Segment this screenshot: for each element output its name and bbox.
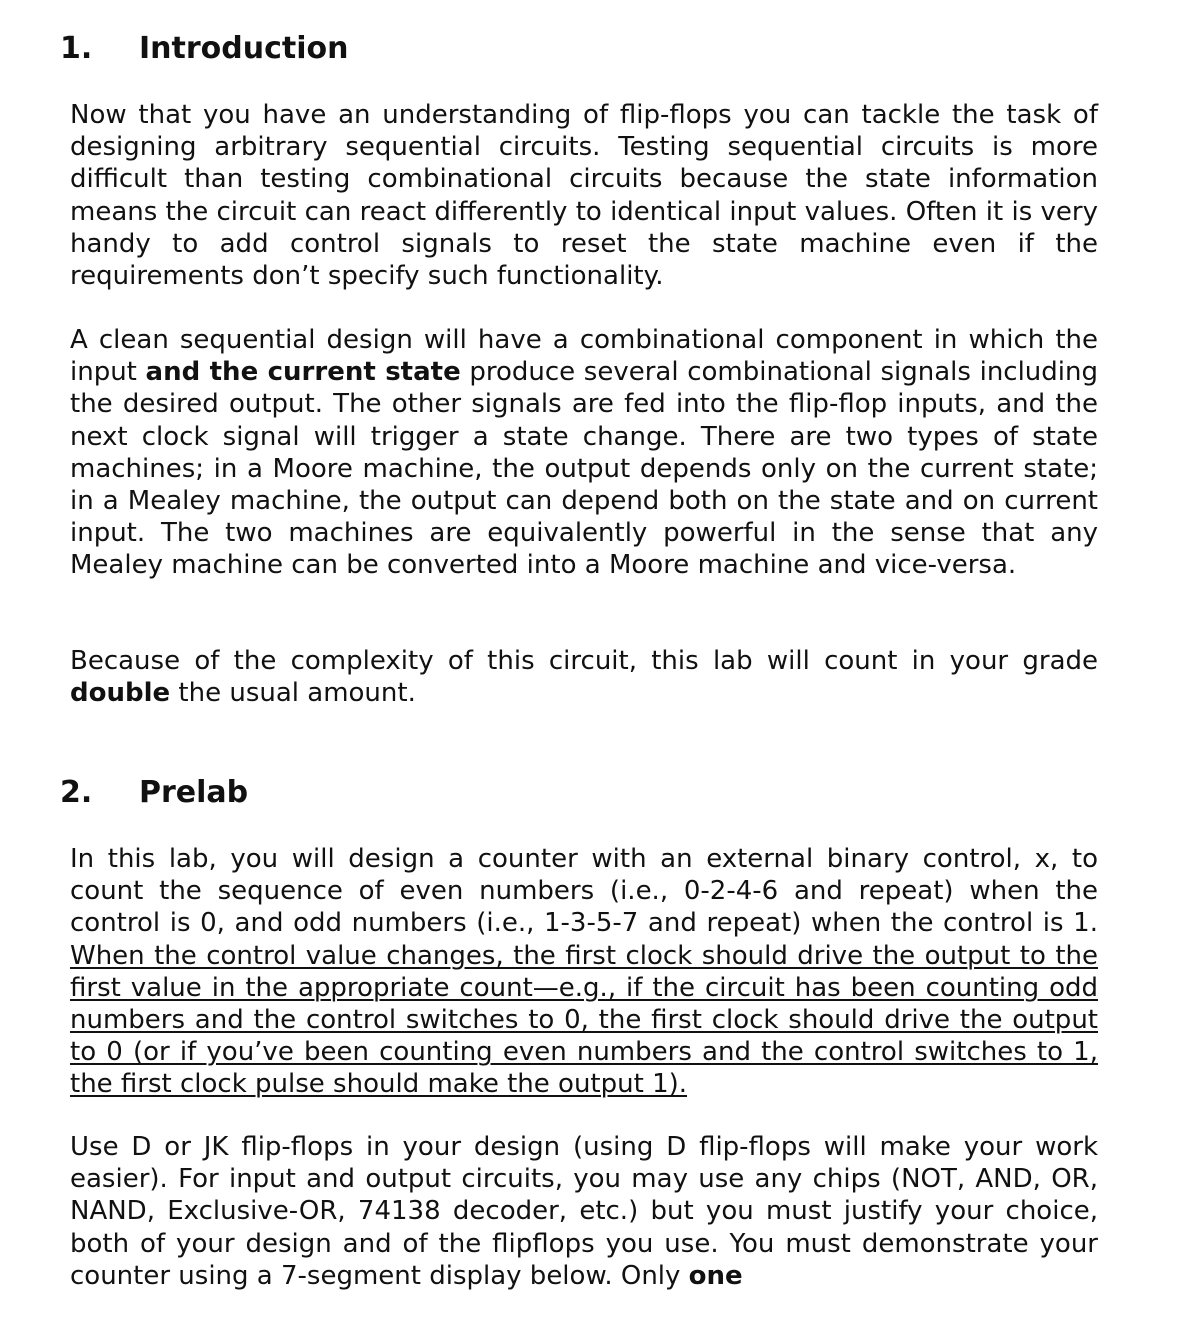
- paragraph-prelab-1: [70, 843, 1098, 1101]
- bold-text: double: [70, 678, 171, 709]
- section-heading-prelab: [60, 775, 248, 811]
- paragraph-intro-2: [70, 324, 1098, 582]
- paragraph-intro-1: [70, 99, 1098, 292]
- paragraph-text: Use D or JK flip-flops in your design (using D flip-flops will make your work easier). For input and output circuits, you may use any chips (NOT, AND, OR, NAND, Exclusive-OR, 74138 decoder, etc.) but you must justify your choice, both of your design and of the flipflops you use. You must demonstrate your counter using a 7-segment display below. Only: [70, 1132, 1098, 1291]
- paragraph-text: In this lab, you will design a counter with an external binary control, x, to count the sequence of even numbers (i.e., 0-2-4-6 and repeat) when the control is 0, and odd numbers (i.e., 1-3-5-7 and repeat) when the control is 1.: [70, 844, 1098, 939]
- paragraph-text: Now that you have an understanding of flip-flops you can tackle the task of designing arbitrary sequential circuits. Testing sequential circuits is more difficult than testing combinational circuits because the state information means the circuit can react differently to identical input values. Often it is very handy to add control signals to reset the state machine even if the requirements don’t specify such functionality.: [70, 100, 1098, 292]
- section-title: Introduction: [139, 31, 349, 66]
- section-number: 2.: [60, 775, 93, 810]
- paragraph-text: produce several combinational signals including the desired output. The other signals are fed into the flip-flop inputs, and the next clock signal will trigger a state change. There are two types of state machines; in a Moore machine, the output depends only on the current state; in a Mealey machine, the output can depend both on the state and on current input. The two machines are equivalently powerful in the sense that any Mealey machine can be converted into a Moore machine and vice-versa.: [70, 357, 1098, 581]
- paragraph-text: the usual amount.: [170, 678, 416, 709]
- paragraph-intro-3: [70, 645, 1098, 709]
- paragraph-text: A clean sequential design will have a combinational component in which the input: [70, 325, 1098, 388]
- paragraph-text: Because of the complexity of this circuit, this lab will count in your grade: [70, 646, 1098, 676]
- section-title: Prelab: [139, 775, 249, 810]
- bold-text: and the current state: [145, 357, 461, 388]
- paragraph-prelab-2: [70, 1131, 1098, 1292]
- section-heading-introduction: [60, 31, 348, 67]
- bold-text: one: [688, 1260, 743, 1291]
- section-number: 1.: [60, 31, 93, 66]
- underlined-text: When the control value changes, the first clock should drive the output to the first value in the appropriate count—e.g., if the circuit has been counting odd numbers and the control switches to 0, the first clock should drive the output to 0 (or if you’ve been counting even numbers and the control switches to 1, the first clock pulse should make the output 1).: [70, 940, 1098, 1100]
